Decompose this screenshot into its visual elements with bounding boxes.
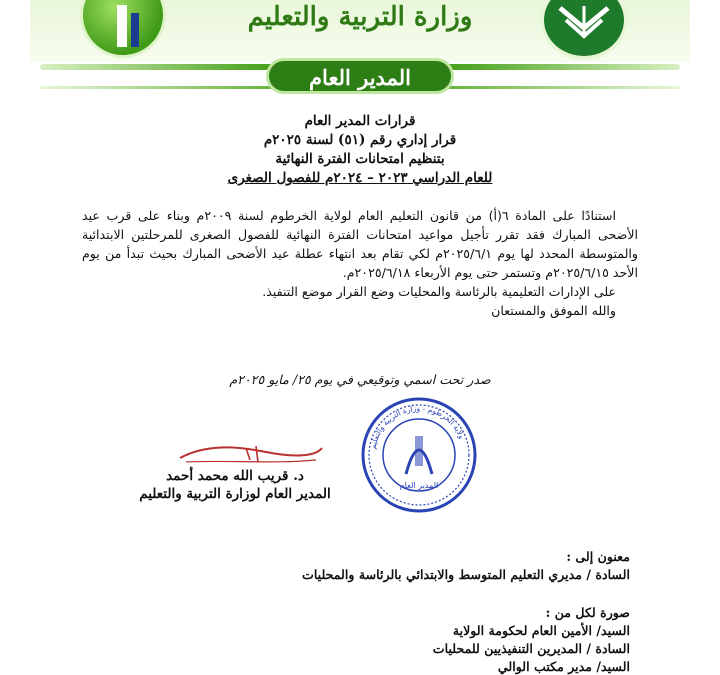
official-seal bbox=[360, 396, 478, 514]
body-paragraph-1: استنادًا على المادة ٦(أ) من قانون التعليم العام لولاية الخرطوم لسنة ٢٠٠٩م وبناء على قرب عيد الأضحى المبارك فقد تقرر تأجيل مواعيد امتحانات الفترة النهائية للفصول الصغرى للمرحلتين الابتدائية والمتوسطة المحدد لها يوم ٢٠٢٥/٦/١م لكي تقام بعد انتهاء عطلة عيد الأضحى المبارك بحيث تبدأ من يوم الأحد ٢٠٢٥/٦/١٥م وتستمر حتى يوم الأربعاء ٢٠٢٥/٦/١٨م. bbox=[82, 208, 638, 280]
ministry-name: وزارة التربية والتعليم bbox=[247, 2, 473, 32]
copy-to-heading: صورة لكل من : bbox=[545, 605, 630, 620]
flag-stripe-blue bbox=[131, 13, 139, 47]
addressed-to-block bbox=[150, 548, 630, 584]
body-paragraph-2: على الإدارات التعليمية بالرئاسة والمحليات وضع القرار موضع التنفيذ. bbox=[262, 284, 616, 299]
office-badge: المدير العام bbox=[266, 58, 454, 94]
addressed-to-heading: معنون إلى : bbox=[566, 549, 630, 564]
flag-stripe-white bbox=[117, 5, 127, 47]
decision-number: قرار إداري رقم (٥١) لسنة ٢٠٢٥م bbox=[263, 132, 457, 148]
decision-academic-year: للعام الدراسي ٢٠٢٣ – ٢٠٢٤م للفصول الصغرى bbox=[227, 170, 493, 186]
issued-date-line: صدر تحت اسمي وتوقيعي في يوم ٢٥/ مايو ٢٠٢٥م bbox=[229, 372, 491, 387]
seal-ring-text: ولاية الخرطوم - وزارة التربية والتعليم bbox=[368, 403, 467, 450]
handwritten-signature bbox=[176, 440, 326, 468]
copy-to-line: السيد/ الأمين العام لحكومة الولاية bbox=[452, 623, 630, 638]
signatory-title: المدير العام لوزارة التربية والتعليم bbox=[139, 486, 331, 502]
body-closing: والله الموفق والمستعان bbox=[491, 303, 616, 318]
copy-to-block bbox=[300, 604, 630, 675]
decision-body bbox=[82, 206, 638, 320]
decision-title-block bbox=[180, 112, 540, 188]
book-hands-icon bbox=[556, 2, 612, 42]
copy-to-line: السادة / المديرين التنفيذيين للمحليات bbox=[432, 641, 630, 656]
signatory-block bbox=[120, 467, 350, 503]
signatory-name: د. قريب الله محمد أحمد bbox=[166, 468, 304, 484]
copy-to-line: السيد/ مدير مكتب الوالي bbox=[497, 659, 630, 674]
decision-heading: قرارات المدير العام bbox=[304, 113, 416, 129]
decision-subject: بتنظيم امتحانات الفترة النهائية bbox=[275, 151, 445, 167]
seal-center-text: المدير العام bbox=[399, 481, 439, 490]
addressed-to-line: السادة / مديري التعليم المتوسط والابتدائي بالرئاسة والمحليات bbox=[301, 567, 630, 582]
